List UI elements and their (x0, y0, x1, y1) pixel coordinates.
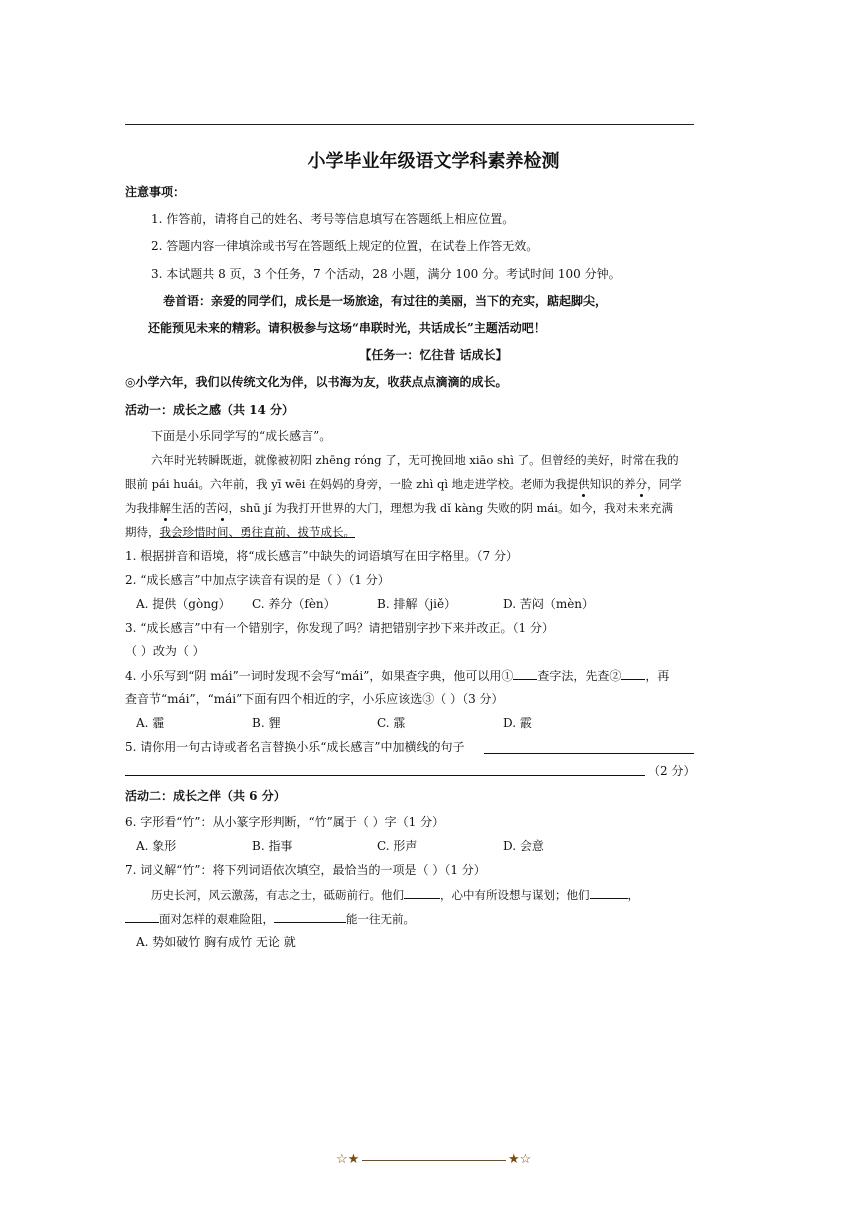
q7-passage-line-2: 面对怎样的艰难险阻， 能一往无前。 (125, 909, 415, 928)
dotted-char-men: 闷 (217, 501, 229, 515)
notice-item-2: 2. 答题内容一律填涂或书写在答题纸上规定的位置，在试卷上作答无效。 (151, 239, 539, 253)
notice-item-1: 1. 作答前，请将自己的姓名、考号等信息填写在答题纸上相应位置。 (151, 212, 515, 226)
dotted-char-gong: 供 (578, 477, 590, 491)
essay-line-4: 期待，我会珍惜时间、勇往直前、拔节成长。 (125, 525, 355, 539)
q4-blank-1[interactable] (513, 666, 537, 680)
q6-option-c[interactable]: C. 形声 (377, 839, 418, 853)
question-4-line-2: 查音节“mái”，“mái”下面有四个相近的字，小乐应该选③（ ）（3 分） (125, 692, 504, 706)
q7-option-a[interactable]: A. 势如破竹 胸有成竹 无论 就 (136, 935, 296, 949)
question-6: 6. 字形看“竹”：从小篆字形判断，“竹”属于（ ）字（1 分） (125, 815, 445, 829)
q7-blank-1[interactable] (404, 885, 440, 899)
underlined-sentence: 我会珍惜时间、勇往直前、拔节成长。 (159, 525, 355, 539)
question-1: 1. 根据拼音和语境，将“成长感言”中缺失的词语填写在田字格里。（7 分） (125, 549, 518, 563)
question-2: 2. “成长感言”中加点字读音有误的是（ ）（1 分） (125, 573, 390, 587)
q5-answer-line-2[interactable] (125, 775, 645, 776)
q4-blank-2[interactable] (621, 666, 645, 680)
question-7: 7. 词义解“竹”：将下列词语依次填空，最恰当的一项是（ ）（1 分） (125, 863, 486, 877)
task1-title: 【任务一：忆往昔 话成长】 (359, 348, 508, 362)
question-4-line-1: 4. 小乐写到“阴 mái”一词时发现不会写“mái”，如果查字典，他可以用① 查字法，先查② ，再 (125, 666, 669, 685)
page-title: 小学毕业年级语文学科素养检测 (307, 151, 560, 172)
q7-blank-2[interactable] (590, 885, 628, 899)
activity1-lead: 下面是小乐同学写的“成长感言”。 (151, 429, 332, 443)
activity2-title: 活动二：成长之伴（共 6 分） (125, 789, 286, 803)
preface-line-1: 卷首语：亲爱的同学们，成长是一场旅途，有过往的美丽，当下的充实，踮起脚尖， (163, 294, 608, 308)
q4-option-d[interactable]: D. 霰 (503, 716, 532, 730)
q6-option-a[interactable]: A. 象形 (136, 839, 177, 853)
essay-line-2: 眼前 pái huái。六年前，我 yī wēi 在妈妈的身旁，一脸 zhì qì 地走进学校。老师为我提供知识的养分，同学 (125, 477, 682, 491)
essay-line-3: 为我排解生活的苦闷，shū jí 为我打开世界的大门，理想为我 dǐ kàng 失败的阴 mái。如今，我对未来充满 (125, 501, 673, 515)
question-3: 3. “成长感言”中有一个错别字，你发现了吗？请把错别字抄下来并改正。（1 分） (125, 621, 554, 635)
q7-blank-4[interactable] (274, 909, 346, 923)
q2-option-d[interactable]: D. 苦闷（mèn） (503, 597, 595, 611)
dotted-char-jie: 解 (159, 501, 171, 515)
q6-option-b[interactable]: B. 指事 (252, 839, 293, 853)
q2-option-a[interactable]: A. 提供（gòng） (136, 597, 231, 611)
q7-blank-3[interactable] (125, 909, 159, 923)
activity1-title: 活动一：成长之感（共 14 分） (125, 403, 295, 417)
q7-passage-line-1: 历史长河，风云激荡，有志之士，砥砺前行。他们 ，心中有所设想与谋划；他们 ， (151, 885, 639, 904)
footer-line (362, 1160, 506, 1161)
q6-option-d[interactable]: D. 会意 (503, 839, 544, 853)
q2-option-c[interactable]: C. 养分（fèn） (252, 597, 336, 611)
header-rule (125, 124, 694, 125)
question-5: 5. 请你用一句古诗或者名言替换小乐“成长感言”中加横线的句子 (125, 740, 465, 754)
q2-option-b[interactable]: B. 排解（jiě） (377, 597, 457, 611)
notice-item-3: 3. 本试题共 8 页，3 个任务，7 个活动，28 小题，满分 100 分。考试时间 100 分钟。 (151, 267, 621, 281)
q5-score: （2 分） (648, 764, 696, 778)
page-footer (0, 1152, 867, 1168)
q4-option-c[interactable]: C. 霡 (377, 716, 406, 730)
q4-option-a[interactable]: A. 霾 (136, 716, 165, 730)
essay-line-1: 六年时光转瞬既逝，就像被初阳 zhēng róng 了，无可挽回地 xiāo shì 了。但曾经的美好，时常在我的 (151, 453, 679, 467)
preface-line-2: 还能预见未来的精彩。请积极参与这场“串联时光，共话成长”主题活动吧！ (148, 321, 546, 335)
q4-option-b[interactable]: B. 貍 (252, 716, 281, 730)
footer-stars-right: ★☆ (508, 1152, 532, 1167)
question-3-answer[interactable]: （ ）改为（ ） (125, 644, 205, 658)
q5-answer-line-1[interactable] (484, 753, 694, 754)
task1-intro: ◎小学六年，我们以传统文化为伴，以书海为友，收获点点滴滴的成长。 (125, 375, 508, 389)
dotted-char-fen: 分 (635, 477, 648, 491)
footer-stars-left: ☆★ (336, 1152, 360, 1167)
notice-heading: 注意事项： (125, 185, 186, 199)
